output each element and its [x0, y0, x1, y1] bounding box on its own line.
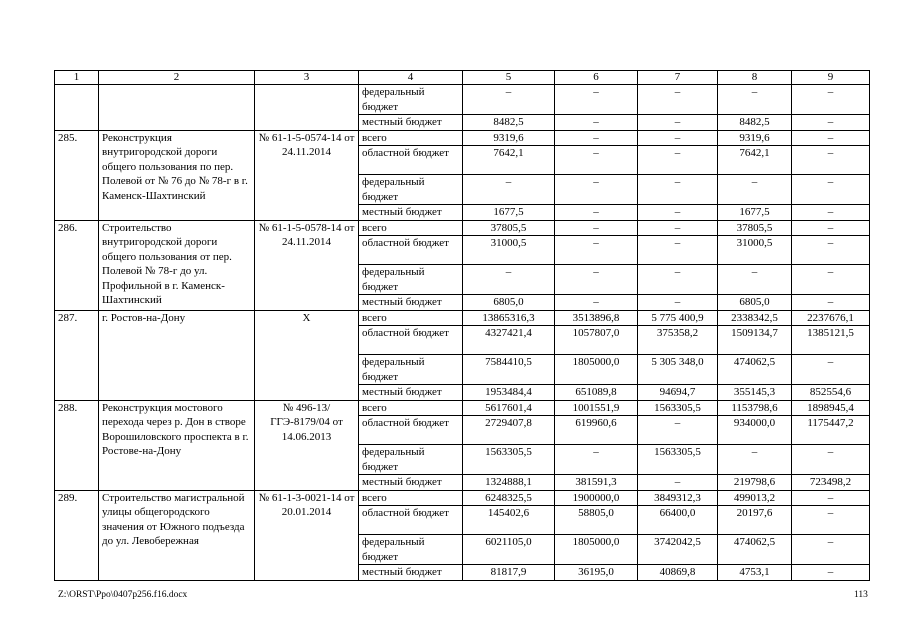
funding-source: областной бюджет	[359, 236, 463, 265]
value-cell: 1057807,0	[555, 326, 638, 355]
value-cell: –	[792, 295, 870, 311]
funding-source: местный бюджет	[359, 205, 463, 221]
value-cell: –	[555, 220, 638, 236]
value-cell: 1175447,2	[792, 416, 870, 445]
value-cell: –	[792, 535, 870, 565]
value-cell: 7642,1	[718, 146, 792, 175]
value-cell: –	[463, 265, 555, 295]
value-cell: 651089,8	[555, 385, 638, 401]
value-cell: –	[555, 115, 638, 131]
value-cell: 8482,5	[718, 115, 792, 131]
value-cell: –	[638, 220, 718, 236]
value-cell: 37805,5	[718, 220, 792, 236]
value-cell: –	[792, 85, 870, 115]
value-cell: –	[638, 416, 718, 445]
funding-source: всего	[359, 490, 463, 506]
value-cell: 6805,0	[718, 295, 792, 311]
value-cell: 6248325,5	[463, 490, 555, 506]
funding-source: федеральный бюджет	[359, 355, 463, 385]
value-cell: 1563305,5	[638, 400, 718, 416]
value-cell: 4753,1	[718, 565, 792, 581]
value-cell: 1805000,0	[555, 535, 638, 565]
object-name: Строительство внутригородской дороги общего пользования от пер. Полевой № 78-г до ул. Профильной в г. Каменск-Шахтинский	[99, 220, 255, 310]
value-cell: 474062,5	[718, 355, 792, 385]
value-cell: 375358,2	[638, 326, 718, 355]
header-cell: 9	[792, 71, 870, 85]
value-cell: –	[792, 445, 870, 475]
value-cell: 219798,6	[718, 475, 792, 491]
value-cell: –	[555, 445, 638, 475]
value-cell: –	[463, 85, 555, 115]
value-cell: 58805,0	[555, 506, 638, 535]
table-row	[55, 130, 870, 146]
object-name: Реконструкция внутригородской дороги общего пользования по пер. Полевой от № 76 до № 78-г в г. Каменск-Шахтинский	[99, 130, 255, 220]
value-cell: –	[792, 506, 870, 535]
value-cell: 2237676,1	[792, 310, 870, 326]
value-cell: 474062,5	[718, 535, 792, 565]
funding-source: всего	[359, 220, 463, 236]
value-cell: 1563305,5	[463, 445, 555, 475]
row-number: 286.	[55, 220, 99, 310]
value-cell: 1900000,0	[555, 490, 638, 506]
value-cell: 723498,2	[792, 475, 870, 491]
value-cell: –	[638, 265, 718, 295]
value-cell: –	[638, 146, 718, 175]
value-cell: 1563305,5	[638, 445, 718, 475]
object-name: Реконструкция мостового перехода через р. Дон в створе Ворошиловского проспекта в г. Ростове-на-Дону	[99, 400, 255, 490]
value-cell: –	[718, 85, 792, 115]
budget-table	[54, 70, 870, 581]
row-number: 289.	[55, 490, 99, 580]
funding-source: федеральный бюджет	[359, 445, 463, 475]
row-number: 288.	[55, 400, 99, 490]
value-cell: –	[792, 130, 870, 146]
header-cell: 1	[55, 71, 99, 85]
value-cell: 37805,5	[463, 220, 555, 236]
object-name: г. Ростов-на-Дону	[99, 310, 255, 400]
value-cell: 619960,6	[555, 416, 638, 445]
table-row	[55, 490, 870, 506]
funding-source: областной бюджет	[359, 326, 463, 355]
value-cell: –	[792, 236, 870, 265]
value-cell: 3849312,3	[638, 490, 718, 506]
value-cell: 4327421,4	[463, 326, 555, 355]
value-cell: 1677,5	[463, 205, 555, 221]
value-cell: –	[792, 355, 870, 385]
object-name	[99, 85, 255, 131]
expert-conclusion: № 61-1-5-0578-14 от 24.11.2014	[255, 220, 359, 310]
funding-source: местный бюджет	[359, 565, 463, 581]
value-cell: 355145,3	[718, 385, 792, 401]
value-cell: 3742042,5	[638, 535, 718, 565]
row-number: 285.	[55, 130, 99, 220]
value-cell: –	[555, 85, 638, 115]
value-cell: 20197,6	[718, 506, 792, 535]
value-cell: –	[638, 295, 718, 311]
value-cell: 40869,8	[638, 565, 718, 581]
value-cell: –	[792, 265, 870, 295]
expert-conclusion: № 61-1-3-0021-14 от 20.01.2014	[255, 490, 359, 580]
header-row	[55, 71, 870, 85]
table-row	[55, 85, 870, 115]
value-cell: 145402,6	[463, 506, 555, 535]
value-cell: 66400,0	[638, 506, 718, 535]
header-cell: 3	[255, 71, 359, 85]
value-cell: –	[718, 175, 792, 205]
header-cell: 4	[359, 71, 463, 85]
value-cell: –	[555, 265, 638, 295]
value-cell: –	[792, 220, 870, 236]
value-cell: 9319,6	[718, 130, 792, 146]
value-cell: –	[555, 236, 638, 265]
expert-conclusion: № 61-1-5-0574-14 от 24.11.2014	[255, 130, 359, 220]
value-cell: 1953484,4	[463, 385, 555, 401]
value-cell: –	[555, 130, 638, 146]
value-cell: –	[638, 236, 718, 265]
header-cell: 7	[638, 71, 718, 85]
value-cell: –	[638, 130, 718, 146]
value-cell: –	[718, 445, 792, 475]
funding-source: всего	[359, 130, 463, 146]
funding-source: всего	[359, 310, 463, 326]
object-name: Строительство магистральной улицы общегородского значения от Южного подъезда до ул. Левобережная	[99, 490, 255, 580]
value-cell: –	[638, 205, 718, 221]
expert-conclusion	[255, 85, 359, 131]
value-cell: 6021105,0	[463, 535, 555, 565]
table-row	[55, 400, 870, 416]
table-row	[55, 310, 870, 326]
value-cell: –	[638, 175, 718, 205]
page-number: 113	[854, 590, 868, 600]
expert-conclusion: № 496-13/ ГГЭ-8179/04 от 14.06.2013	[255, 400, 359, 490]
value-cell: 31000,5	[463, 236, 555, 265]
header-cell: 8	[718, 71, 792, 85]
value-cell: –	[792, 146, 870, 175]
value-cell: 381591,3	[555, 475, 638, 491]
header-cell: 5	[463, 71, 555, 85]
funding-source: федеральный бюджет	[359, 265, 463, 295]
value-cell: 3513896,8	[555, 310, 638, 326]
funding-source: местный бюджет	[359, 295, 463, 311]
funding-source: местный бюджет	[359, 115, 463, 131]
value-cell: –	[792, 565, 870, 581]
value-cell: –	[792, 205, 870, 221]
funding-source: федеральный бюджет	[359, 535, 463, 565]
funding-source: местный бюджет	[359, 475, 463, 491]
value-cell: 852554,6	[792, 385, 870, 401]
value-cell: 1001551,9	[555, 400, 638, 416]
value-cell: 1153798,6	[718, 400, 792, 416]
value-cell: –	[555, 175, 638, 205]
value-cell: 81817,9	[463, 565, 555, 581]
value-cell: 499013,2	[718, 490, 792, 506]
header-cell: 2	[99, 71, 255, 85]
value-cell: –	[638, 85, 718, 115]
row-number: 287.	[55, 310, 99, 400]
value-cell: 934000,0	[718, 416, 792, 445]
value-cell: –	[555, 146, 638, 175]
value-cell: –	[555, 205, 638, 221]
value-cell: 2729407,8	[463, 416, 555, 445]
funding-source: федеральный бюджет	[359, 85, 463, 115]
value-cell: 36195,0	[555, 565, 638, 581]
value-cell: 1805000,0	[555, 355, 638, 385]
funding-source: областной бюджет	[359, 506, 463, 535]
value-cell: 1385121,5	[792, 326, 870, 355]
value-cell: 31000,5	[718, 236, 792, 265]
value-cell: 7584410,5	[463, 355, 555, 385]
value-cell: 8482,5	[463, 115, 555, 131]
funding-source: федеральный бюджет	[359, 175, 463, 205]
value-cell: 13865316,3	[463, 310, 555, 326]
value-cell: –	[792, 175, 870, 205]
value-cell: 1677,5	[718, 205, 792, 221]
document-path: Z:\ORST\Ppo\0407p256.f16.docx	[58, 590, 188, 600]
value-cell: 9319,6	[463, 130, 555, 146]
table-row	[55, 220, 870, 236]
value-cell: 6805,0	[463, 295, 555, 311]
value-cell: –	[638, 475, 718, 491]
funding-source: областной бюджет	[359, 416, 463, 445]
funding-source: местный бюджет	[359, 385, 463, 401]
funding-source: областной бюджет	[359, 146, 463, 175]
value-cell: 94694,7	[638, 385, 718, 401]
funding-source: всего	[359, 400, 463, 416]
value-cell: 7642,1	[463, 146, 555, 175]
expert-conclusion: Х	[255, 310, 359, 400]
value-cell: 5 305 348,0	[638, 355, 718, 385]
value-cell: –	[718, 265, 792, 295]
value-cell: 2338342,5	[718, 310, 792, 326]
value-cell: –	[792, 115, 870, 131]
value-cell: 1324888,1	[463, 475, 555, 491]
value-cell: –	[555, 295, 638, 311]
value-cell: 5 775 400,9	[638, 310, 718, 326]
value-cell: –	[792, 490, 870, 506]
value-cell: 5617601,4	[463, 400, 555, 416]
value-cell: –	[638, 115, 718, 131]
header-cell: 6	[555, 71, 638, 85]
value-cell: 1898945,4	[792, 400, 870, 416]
row-number	[55, 85, 99, 131]
value-cell: –	[463, 175, 555, 205]
value-cell: 1509134,7	[718, 326, 792, 355]
